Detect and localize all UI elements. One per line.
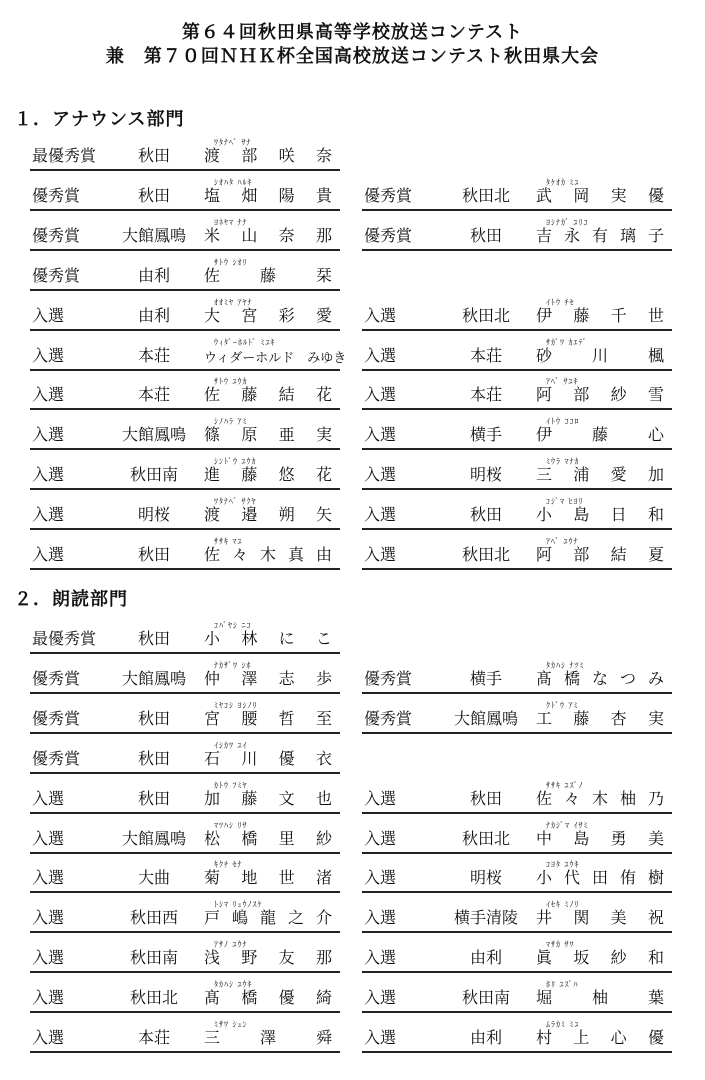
award-label: 優秀賞 — [32, 185, 81, 205]
school-name: 横手 — [469, 668, 502, 688]
result-entry — [362, 494, 672, 530]
student-name: 加藤文也 — [204, 788, 332, 808]
name-reading: ﾖｼﾅｶﾞ ﾕﾘｺ — [546, 217, 589, 227]
award-label: 入選 — [364, 788, 397, 808]
school-name: 由利 — [469, 948, 502, 968]
name-reading: ｺｼﾞﾏ ﾋﾖﾘ — [546, 497, 584, 507]
name-reading: ﾐｻﾜ ｼｭﾝ — [214, 1020, 248, 1029]
school-name: 本荘 — [137, 345, 170, 365]
student-name: 渡部咲奈 — [204, 146, 332, 165]
school-name: 秋田西 — [129, 908, 178, 928]
school-name: 秋田南 — [461, 988, 510, 1008]
name-reading: ﾄｼﾏ ﾘｭｳﾉｽｹ — [214, 900, 263, 910]
student-name: 佐々木柚乃 — [536, 788, 664, 808]
name-reading: ｻｻｷ ﾏﾕ — [214, 537, 243, 546]
school-name: 秋田 — [137, 748, 170, 768]
result-entry — [30, 454, 340, 490]
student-name: 佐藤結花 — [204, 385, 332, 405]
result-entry — [30, 897, 340, 933]
result-entry — [30, 658, 340, 694]
result-entry — [30, 778, 340, 814]
name-reading: ｷｸﾁ ｾﾅ — [214, 860, 243, 870]
result-entry — [30, 335, 347, 371]
award-label: 入選 — [364, 505, 397, 525]
student-name: 進藤悠花 — [204, 465, 332, 485]
student-name: 吉永有璃子 — [536, 225, 664, 245]
name-reading: ｻｶﾞﾜ ｶｴﾃﾞ — [546, 337, 588, 347]
result-entry — [362, 818, 672, 854]
result-entry — [362, 857, 672, 893]
section-heading: １．アナウンス部門 — [14, 109, 185, 130]
award-label: 優秀賞 — [32, 668, 81, 688]
name-reading: ｲｼｶﾜ ﾕｲ — [214, 740, 248, 750]
result-entry — [362, 175, 672, 211]
student-name: 阿部結夏 — [536, 545, 664, 564]
award-label: 入選 — [364, 908, 397, 928]
student-name: 伊藤心 — [536, 425, 664, 445]
school-name: 秋田 — [137, 185, 170, 205]
award-label: 優秀賞 — [364, 185, 413, 205]
student-name: 小林にこ — [204, 629, 332, 648]
award-label: 入選 — [364, 545, 397, 564]
result-entry — [362, 778, 672, 814]
award-label: 入選 — [364, 988, 397, 1008]
award-label: 優秀賞 — [32, 225, 81, 245]
award-label: 入選 — [32, 1028, 65, 1047]
student-name: 大宮彩愛 — [204, 305, 332, 325]
school-name: 本荘 — [469, 385, 502, 405]
student-name: 村上心優 — [536, 1028, 664, 1047]
name-reading: ﾜﾀﾅﾍﾞ ｻｸﾔ — [214, 497, 257, 507]
school-name: 明桜 — [137, 505, 170, 525]
student-name: 浅野友那 — [204, 948, 332, 968]
award-label: 入選 — [32, 828, 65, 848]
school-name: 本荘 — [137, 1028, 170, 1047]
student-name: 小島日和 — [536, 505, 664, 525]
award-label: 入選 — [364, 1028, 397, 1047]
school-name: 秋田南 — [129, 948, 178, 968]
school-name: 大館鳳鳴 — [121, 225, 186, 245]
award-label: 優秀賞 — [364, 708, 413, 728]
school-name: 秋田南 — [129, 465, 178, 485]
school-name: 由利 — [137, 305, 170, 325]
student-name: 井関美祝 — [536, 908, 664, 928]
result-entry — [30, 295, 340, 331]
student-name: 三澤舜 — [204, 1028, 332, 1047]
student-name: 武岡実優 — [536, 185, 664, 205]
school-name: 大館鳳鳴 — [121, 425, 186, 445]
name-reading: ﾐｳﾗ ﾏﾅｶ — [546, 457, 580, 467]
section-heading: ２．朗読部門 — [14, 589, 128, 610]
name-reading: ｻﾄｳ ﾕｳｶ — [214, 377, 248, 387]
result-entry — [30, 374, 340, 410]
award-label: 入選 — [32, 788, 65, 808]
school-name: 秋田北 — [461, 545, 510, 564]
student-name: 松橋里紗 — [204, 828, 332, 848]
school-name: 秋田北 — [461, 828, 510, 848]
name-reading: ﾏｻｶ ｻﾜ — [546, 940, 575, 950]
student-name: 菊地世渚 — [204, 868, 332, 888]
result-entry — [30, 414, 340, 450]
name-reading: ｻｻｷ ﾕｽﾞﾉ — [546, 780, 584, 790]
student-name: 堀柚葉 — [536, 988, 664, 1008]
student-name: 髙橋なつみ — [536, 668, 664, 688]
award-label: 入選 — [32, 345, 65, 365]
school-name: 横手清陵 — [453, 908, 518, 928]
result-entry — [30, 175, 340, 211]
student-name: 米山奈那 — [204, 225, 332, 245]
name-reading: ｳｨﾀﾞｰﾎﾙﾄﾞ ﾐﾕｷ — [214, 337, 276, 347]
student-name: 塩畑陽貴 — [204, 185, 332, 205]
student-name: 眞坂紗和 — [536, 948, 664, 968]
school-name: 秋田 — [469, 788, 502, 808]
student-name: ウィダーホルド みゆき — [204, 350, 347, 366]
result-entry — [30, 135, 340, 171]
name-reading: ｶﾄｳ ﾌﾐﾔ — [214, 780, 248, 790]
award-label: 入選 — [32, 465, 65, 485]
result-entry — [30, 255, 340, 291]
award-label: 入選 — [32, 908, 65, 928]
award-label: 入選 — [32, 988, 65, 1008]
award-label: 入選 — [32, 425, 65, 445]
school-name: 秋田 — [137, 629, 170, 648]
school-name: 明桜 — [469, 868, 502, 888]
school-name: 本荘 — [469, 345, 502, 365]
school-name: 横手 — [469, 425, 502, 445]
school-name: 秋田北 — [461, 305, 510, 325]
name-reading: ｺﾖﾀ ﾕｳｷ — [546, 860, 580, 870]
school-name: 大館鳳鳴 — [453, 708, 518, 728]
award-label: 入選 — [364, 345, 397, 365]
name-reading: ｱﾍﾞ ﾕｳﾅ — [546, 537, 579, 546]
school-name: 由利 — [137, 265, 170, 285]
student-name: 髙橋優綺 — [204, 988, 332, 1008]
school-name: 秋田 — [469, 505, 502, 525]
student-name: 戸嶋龍之介 — [204, 908, 332, 928]
award-label: 最優秀賞 — [32, 629, 97, 648]
result-entry — [362, 335, 672, 371]
name-reading: ｼｵﾊﾀ ﾊﾙｷ — [214, 177, 253, 187]
name-reading: ｵｵﾐﾔ ｱﾔﾅ — [214, 297, 253, 307]
award-label: 入選 — [32, 505, 65, 525]
name-reading: ｼﾝﾄﾞｳ ﾕｳｶ — [214, 457, 257, 467]
award-label: 入選 — [364, 385, 397, 405]
result-entry — [362, 937, 672, 973]
name-reading: ｲｾｷ ﾐﾉﾘ — [546, 900, 580, 910]
name-reading: ﾅｶｼﾞﾏ ｲｻﾐ — [546, 820, 589, 830]
result-entry — [362, 414, 672, 450]
name-reading: ﾀｶﾊｼ ﾅﾂﾐ — [546, 660, 585, 670]
award-label: 入選 — [32, 305, 65, 325]
name-reading: ﾀｹｵｶ ﾐﾕ — [546, 177, 580, 187]
school-name: 秋田 — [137, 146, 170, 165]
name-reading: ﾜﾀﾅﾍﾞ ｻﾅ — [214, 138, 252, 147]
name-reading: ｱｻﾉ ﾕｳﾅ — [214, 940, 248, 950]
document-subtitle: 兼 第７０回ＮＨＫ杯全国高校放送コンテスト秋田県大会 — [105, 46, 600, 67]
school-name: 由利 — [469, 1028, 502, 1047]
student-name: 宮腰哲至 — [204, 708, 332, 728]
student-name: 篠原亜実 — [204, 425, 332, 445]
result-entry — [362, 1017, 672, 1053]
student-name: 阿部紗雪 — [536, 385, 664, 405]
award-label: 優秀賞 — [364, 225, 413, 245]
award-label: 入選 — [364, 828, 397, 848]
name-reading: ｺﾊﾞﾔｼ ﾆｺ — [214, 621, 252, 630]
result-entry — [30, 494, 340, 530]
name-reading: ﾑﾗｶﾐ ﾐﾕ — [546, 1020, 580, 1029]
award-label: 入選 — [364, 465, 397, 485]
name-reading: ﾀｶﾊｼ ﾕｳｷ — [214, 980, 253, 990]
school-name: 本荘 — [137, 385, 170, 405]
student-name: 佐々木真由 — [204, 545, 332, 564]
school-name: 秋田 — [137, 708, 170, 728]
award-label: 入選 — [32, 868, 65, 888]
result-entry — [30, 857, 340, 893]
award-label: 入選 — [364, 948, 397, 968]
result-entry — [30, 534, 340, 570]
result-entry — [30, 215, 340, 251]
result-entry — [362, 977, 672, 1013]
award-label: 入選 — [32, 948, 65, 968]
school-name: 大曲 — [137, 868, 170, 888]
award-label: 最優秀賞 — [32, 146, 97, 165]
student-name: 石川優衣 — [204, 748, 332, 768]
result-entry — [362, 215, 672, 251]
name-reading: ｲﾄｳ ﾁｾ — [546, 297, 575, 307]
student-name: 工藤杏実 — [536, 708, 664, 728]
student-name: 渡邉朔矢 — [204, 505, 332, 525]
school-name: 秋田 — [137, 545, 170, 564]
result-entry — [362, 897, 672, 933]
award-label: 入選 — [364, 868, 397, 888]
name-reading: ﾖﾈﾔﾏ ﾅﾅ — [214, 217, 248, 227]
school-name: 明桜 — [469, 465, 502, 485]
result-entry — [30, 977, 340, 1013]
result-entry — [362, 698, 672, 734]
student-name: 中島勇美 — [536, 828, 664, 848]
award-label: 優秀賞 — [364, 668, 413, 688]
student-name: 佐藤栞 — [204, 265, 332, 285]
award-label: 優秀賞 — [32, 708, 81, 728]
school-name: 秋田北 — [461, 185, 510, 205]
school-name: 秋田北 — [129, 988, 178, 1008]
name-reading: ﾏﾂﾊｼ ﾘｻ — [214, 820, 248, 830]
student-name: 小代田侑樹 — [536, 868, 664, 888]
name-reading: ﾐﾔｺｼ ﾖｼﾉﾘ — [214, 700, 258, 710]
student-name: 三浦愛加 — [536, 465, 664, 485]
name-reading: ｼﾉﾊﾗ ｱﾐ — [214, 417, 248, 427]
result-entry — [362, 295, 672, 331]
award-label: 優秀賞 — [32, 748, 81, 768]
student-name: 仲澤志歩 — [204, 668, 332, 688]
name-reading: ﾅｶｻﾞﾜ ｼﾎ — [214, 660, 252, 670]
name-reading: ｸﾄﾞｳ ｱﾐ — [546, 700, 579, 710]
result-entry — [362, 658, 672, 694]
result-entry — [362, 374, 672, 410]
award-label: 優秀賞 — [32, 265, 81, 285]
student-name: 砂川楓 — [536, 345, 664, 365]
result-entry — [30, 1017, 340, 1053]
document-title: 第６４回秋田県高等学校放送コンテスト — [181, 22, 524, 43]
school-name: 大館鳳鳴 — [121, 828, 186, 848]
result-entry — [30, 818, 340, 854]
school-name: 秋田 — [137, 788, 170, 808]
result-entry — [30, 937, 340, 973]
name-reading: ｱﾍﾞ ｻﾕｷ — [546, 377, 579, 387]
award-label: 入選 — [364, 305, 397, 325]
award-label: 入選 — [364, 425, 397, 445]
result-entry — [30, 738, 340, 774]
award-label: 入選 — [32, 545, 65, 564]
result-entry — [30, 618, 340, 654]
award-label: 入選 — [32, 385, 65, 405]
name-reading: ｻﾄｳ ｼｵﾘ — [214, 257, 248, 267]
result-entry — [30, 698, 340, 734]
school-name: 秋田 — [469, 225, 502, 245]
school-name: 大館鳳鳴 — [121, 668, 186, 688]
result-entry — [362, 454, 672, 490]
result-entry — [362, 534, 672, 570]
name-reading: ﾎﾘ ﾕｽﾞﾊ — [546, 980, 579, 990]
name-reading: ｲﾄｳ ｺｺﾛ — [546, 417, 580, 427]
student-name: 伊藤千世 — [536, 305, 664, 325]
